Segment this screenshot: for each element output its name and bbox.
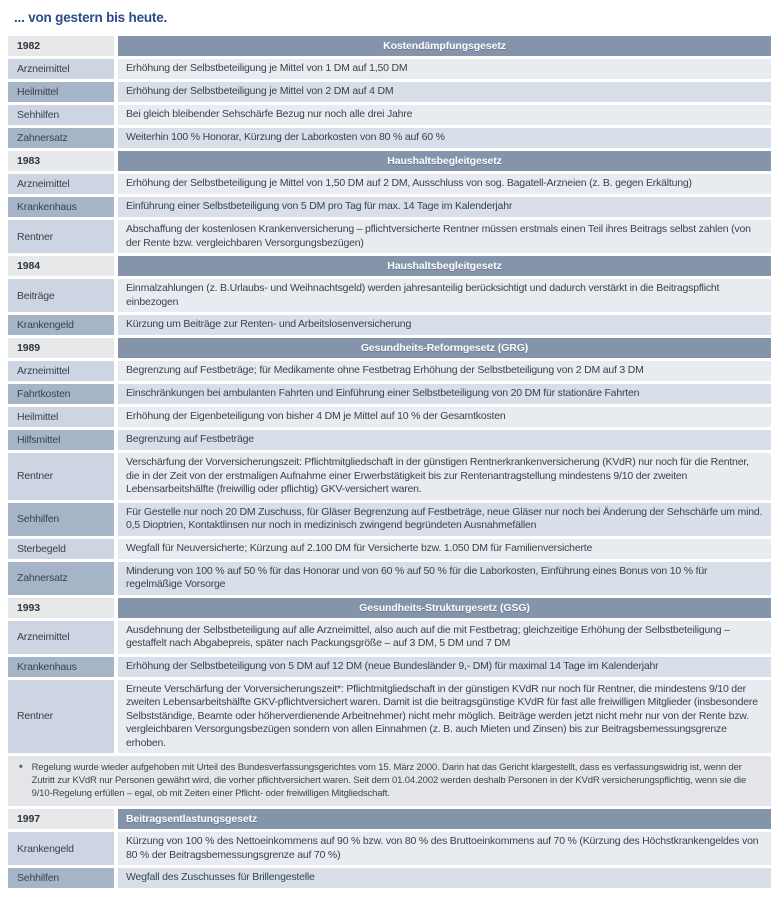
row-description: Einmalzahlungen (z. B.Urlaubs- und Weihnachtsgeld) werden jahresanteilig berücksichtigt und dadurch verstärkt in die Beitragspflicht einbezogen: [118, 279, 771, 312]
year-label: 1993: [8, 598, 114, 618]
page-title: ... von gestern bis heute.: [14, 10, 168, 25]
table-row: [8, 128, 771, 148]
row-category-label: Heilmittel: [8, 82, 114, 102]
year-section-1989: [8, 338, 771, 595]
table-row: [8, 621, 771, 654]
row-description: Kürzung um Beiträge zur Renten- und Arbeitslosenversicherung: [118, 315, 771, 335]
row-category-label: Rentner: [8, 453, 114, 500]
table-row: [8, 361, 771, 381]
row-description: Erhöhung der Eigenbeteiligung von bisher 4 DM je Mittel auf 10 % der Gesamtkosten: [118, 407, 771, 427]
row-category-label: Arzneimittel: [8, 361, 114, 381]
table-row: [8, 680, 771, 754]
row-description: Minderung von 100 % auf 50 % für das Honorar und von 60 % auf 50 % für die Laborkosten, Einführung eines Bonus von 10 % für regelmäßige Vorsorge: [118, 562, 771, 595]
section-header-row: [8, 151, 771, 171]
table-row: [8, 315, 771, 335]
row-description: Einschränkungen bei ambulanten Fahrten und Einführung einer Selbstbeteiligung von 20 DM für stationäre Fahrten: [118, 384, 771, 404]
row-description: Erhöhung der Selbstbeteiligung je Mittel von 1,50 DM auf 2 DM, Ausschluss von sog. Bagatell-Arzneien (z. B. gegen Erkältung): [118, 174, 771, 194]
row-category-label: Krankenhaus: [8, 657, 114, 677]
table-row: [8, 868, 771, 888]
row-description: Ausdehnung der Selbstbeteiligung auf alle Arzneimittel, also auch auf die mit Festbetrag; gleichzeitige Erhöhung der Selbstbeteiligung – gestaffelt nach Abgabepreis, später nach Packungsgröße – auf 3 DM, 5 DM und 7 DM: [118, 621, 771, 654]
section-header-row: [8, 338, 771, 358]
table-row: [8, 407, 771, 427]
footnote-text: Regelung wurde wieder aufgehoben mit Urteil des Bundesverfassungsgerichtes vom 15. März 2000. Darin hat das Gericht klargestellt, dass es verfassungswidrig ist, wenn der Zutritt zur KVdR nur Personen gewährt wird, die vorher pflichtversichert waren. Seit dem 01.04.2002 werden deshalb Personen in der KVdR versicherungspflichtig, wenn sie die 9/10-Regelung erfüllen – egal, ob mit Zeiten einer Pflicht- oder freiwilligen Mitgliedschaft.: [31, 762, 747, 799]
table-row: [8, 562, 771, 595]
row-category-label: Fahrtkosten: [8, 384, 114, 404]
table-row: [8, 197, 771, 217]
section-header-row: [8, 256, 771, 276]
row-category-label: Krankengeld: [8, 832, 114, 865]
row-category-label: Krankengeld: [8, 315, 114, 335]
year-section-1982: [8, 36, 771, 148]
table-row: [8, 220, 771, 253]
row-category-label: Sterbegeld: [8, 539, 114, 559]
row-description: Bei gleich bleibender Sehschärfe Bezug nur noch alle drei Jahre: [118, 105, 771, 125]
row-description: Begrenzung auf Festbeträge: [118, 430, 771, 450]
table-row: [8, 82, 771, 102]
year-label: 1984: [8, 256, 114, 276]
row-description: Begrenzung auf Festbeträge; für Medikamente ohne Festbetrag Erhöhung der Selbstbeteiligung von 2 DM auf 3 DM: [118, 361, 771, 381]
row-description: Wegfall des Zuschusses für Brillengestelle: [118, 868, 771, 888]
law-title: Gesundheits-Strukturgesetz (GSG): [118, 598, 771, 618]
row-description: Wegfall für Neuversicherte; Kürzung auf 2.100 DM für Versicherte bzw. 1.050 DM für Familienversicherte: [118, 539, 771, 559]
year-label: 1983: [8, 151, 114, 171]
row-description: Einführung einer Selbstbeteiligung von 5 DM pro Tag für max. 14 Tage im Kalenderjahr: [118, 197, 771, 217]
table-row: [8, 453, 771, 500]
row-category-label: Arzneimittel: [8, 621, 114, 654]
row-category-label: Arzneimittel: [8, 174, 114, 194]
law-title: Kostendämpfungsgesetz: [118, 36, 771, 56]
footnote: [8, 756, 771, 806]
row-description: Erhöhung der Selbstbeteiligung je Mittel von 1 DM auf 1,50 DM: [118, 59, 771, 79]
law-title: Beitragsentlastungsgesetz: [118, 809, 771, 829]
table-row: [8, 384, 771, 404]
row-category-label: Sehhilfen: [8, 503, 114, 536]
row-category-label: Sehhilfen: [8, 868, 114, 888]
year-section-1993: [8, 598, 771, 754]
table-row: [8, 279, 771, 312]
row-description: Erhöhung der Selbstbeteiligung je Mittel von 2 DM auf 4 DM: [118, 82, 771, 102]
row-category-label: Rentner: [8, 680, 114, 754]
row-description: Verschärfung der Vorversicherungszeit: Pflichtmitgliedschaft in der günstigen Rentnerkrankenversicherung (KVdR) nur noch für die Rentner, die in der Zeit von der erstmaligen Aufnahme einer Erwerbstätigkeit bis zur Rentenantragstellung mindestens 9/10 der zweiten Lebensarbeitshälfte (freiwillig oder pflichtig) GKV-versichert waren.: [118, 453, 771, 500]
law-title: Haushaltsbegleitgesetz: [118, 151, 771, 171]
row-description: Für Gestelle nur noch 20 DM Zuschuss, für Gläser Begrenzung auf Festbeträge, neue Gläser nur noch bei Änderung der Sehschärfe um mind. 0,5 Dioptrien, Kontaktlinsen nur noch in medizinisch zwingend begründeten Ausnahmefällen: [118, 503, 771, 536]
year-label: 1989: [8, 338, 114, 358]
table-row: [8, 174, 771, 194]
row-category-label: Zahnersatz: [8, 562, 114, 595]
table-row: [8, 59, 771, 79]
footnote-asterisk: *: [19, 763, 23, 774]
table-row: [8, 657, 771, 677]
table-row: [8, 503, 771, 536]
row-category-label: Beiträge: [8, 279, 114, 312]
section-header-row: [8, 809, 771, 829]
year-section-1984: [8, 256, 771, 335]
row-category-label: Hilfsmittel: [8, 430, 114, 450]
law-title: Haushaltsbegleitgesetz: [118, 256, 771, 276]
table-row: [8, 832, 771, 865]
year-label: 1982: [8, 36, 114, 56]
row-description: Abschaffung der kostenlosen Krankenversicherung – pflichtversicherte Rentner müssen erstmals einen Teil ihres Beitrags selbst zahlen (von der Rente bzw. vergleichbaren Versorgungsbezügen): [118, 220, 771, 253]
row-category-label: Rentner: [8, 220, 114, 253]
row-category-label: Krankenhaus: [8, 197, 114, 217]
law-history-table: [8, 36, 771, 888]
row-category-label: Sehhilfen: [8, 105, 114, 125]
section-header-row: [8, 36, 771, 56]
year-label: 1997: [8, 809, 114, 829]
row-description: Erneute Verschärfung der Vorversicherungszeit*: Pflichtmitgliedschaft in der günstigen KVdR nur noch für Rentner, die mindestens 9/10 der zweiten Lebensarbeitshälfte GKV-pflichtversichert waren. Damit ist die beitragsgünstige KVdR für fast alle freiwilligen Mitglieder (insbesondere Selbstständige, Beamte oder höherverdienende Arbeitnehmer) nicht mehr möglich. Beiträge werden jetzt nicht mehr nur von der Rente bzw. vergleichbaren Versorgungsbezügen sondern von allen Einnahmen (z. B. auch Mieten und Zinsen) bis zur Beitragsbemessungsgrenze erhoben.: [118, 680, 771, 754]
table-row: [8, 539, 771, 559]
row-category-label: Heilmittel: [8, 407, 114, 427]
table-row: [8, 430, 771, 450]
row-description: Erhöhung der Selbstbeteiligung von 5 DM auf 12 DM (neue Bundesländer 9,- DM) für maximal 14 Tage im Kalenderjahr: [118, 657, 771, 677]
section-header-row: [8, 598, 771, 618]
year-section-1997: [8, 809, 771, 888]
row-category-label: Arzneimittel: [8, 59, 114, 79]
year-section-1983: [8, 151, 771, 253]
row-description: Kürzung von 100 % des Nettoeinkommens auf 90 % bzw. von 80 % des Bruttoeinkommens auf 70 % (Kürzung des Höchstkrankengeldes von 80 % der Beitragsbemessungsgrenze auf 70 %): [118, 832, 771, 865]
law-title: Gesundheits-Reformgesetz (GRG): [118, 338, 771, 358]
table-row: [8, 105, 771, 125]
row-category-label: Zahnersatz: [8, 128, 114, 148]
row-description: Weiterhin 100 % Honorar, Kürzung der Laborkosten von 80 % auf 60 %: [118, 128, 771, 148]
